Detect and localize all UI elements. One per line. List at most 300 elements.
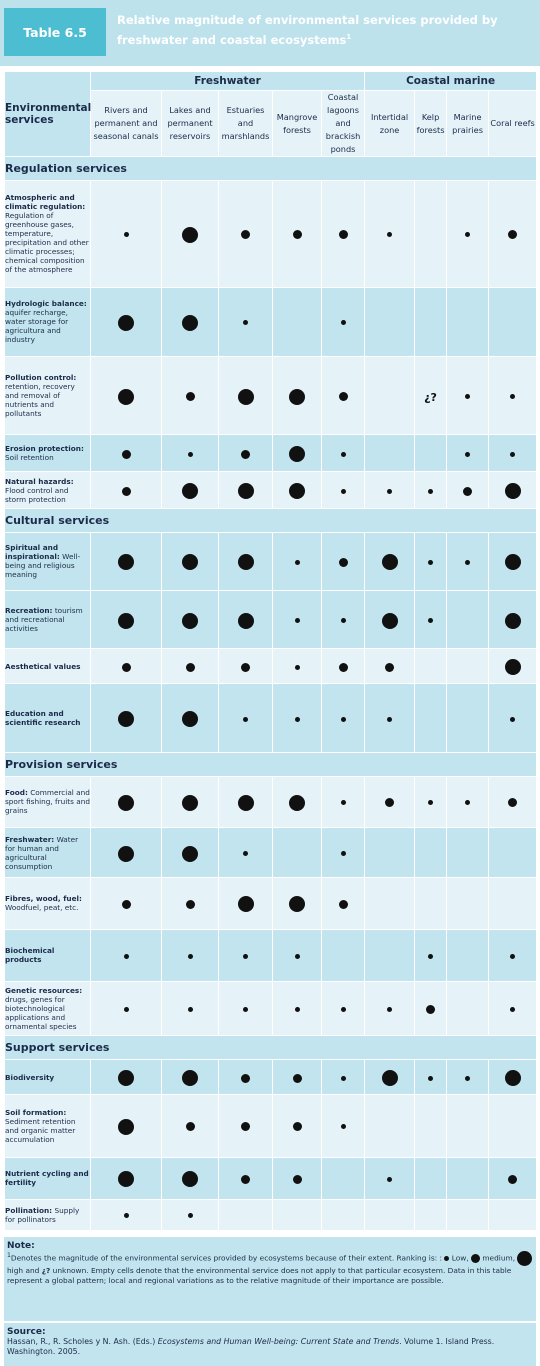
rating-cell: [219, 1199, 273, 1230]
source-book-title: Ecosystems and Human Well-being: Current State and Trends: [157, 1337, 400, 1346]
high-magnitude-dot: [118, 1171, 134, 1187]
low-magnitude-dot: [510, 954, 515, 959]
rating-cell: [415, 929, 447, 981]
low-magnitude-dot: [188, 452, 193, 457]
rating-cell: [447, 287, 489, 356]
rating-cell: [219, 472, 273, 508]
low-magnitude-dot: [428, 560, 433, 565]
row-label-biochemical-products: [5, 929, 91, 981]
rating-cell: [415, 590, 447, 648]
rating-cell: [162, 1157, 219, 1199]
rating-cell: [489, 1157, 537, 1199]
low-magnitude-dot: [341, 320, 346, 325]
row-label-title: Nutrient cycling and fertility: [5, 1169, 89, 1188]
rating-cell: [273, 356, 322, 434]
rating-cell: [415, 287, 447, 356]
row-label-description: Sediment retention and organic matter accumulation: [5, 1116, 76, 1144]
rating-cell: [219, 287, 273, 356]
high-magnitude-dot: [382, 1070, 398, 1086]
rating-cell: [489, 981, 537, 1035]
rating-cell: [219, 981, 273, 1035]
rating-cell: [219, 1060, 273, 1095]
rating-cell: [489, 1199, 537, 1230]
medium-magnitude-dot: [463, 487, 472, 496]
table-row: [5, 472, 537, 508]
rating-cell: [489, 878, 537, 929]
high-magnitude-dot: [182, 1070, 198, 1086]
high-magnitude-dot: [238, 795, 254, 811]
rating-cell: [91, 590, 162, 648]
rating-cell: [273, 472, 322, 508]
column-header-rivers-and-permanent-and-seasonal-canals: Rivers and permanent and seasonal canals: [91, 91, 162, 157]
high-magnitude-dot: [118, 1070, 134, 1086]
medium-magnitude-dot: [241, 663, 250, 672]
title-footnote-mark: 1: [346, 33, 352, 41]
high-magnitude-dot: [289, 896, 305, 912]
high-magnitude-dot: [238, 896, 254, 912]
rating-cell: [162, 684, 219, 752]
high-magnitude-dot: [505, 659, 521, 675]
medium-magnitude-dot: [122, 487, 131, 496]
high-magnitude-dot: [182, 483, 198, 499]
rating-cell: [489, 472, 537, 508]
rating-cell: [162, 1199, 219, 1230]
low-magnitude-dot: [465, 232, 470, 237]
high-magnitude-dot: [505, 1070, 521, 1086]
high-magnitude-dot: [289, 795, 305, 811]
row-label-freshwater: [5, 828, 91, 878]
rating-cell: [91, 684, 162, 752]
medium-magnitude-dot: [293, 230, 302, 239]
low-magnitude-dot: [243, 320, 248, 325]
rating-cell: [273, 1199, 322, 1230]
low-magnitude-dot: [295, 618, 300, 623]
unknown-magnitude-symbol: ¿?: [424, 391, 437, 405]
rating-cell: [447, 356, 489, 434]
rating-cell: [447, 472, 489, 508]
rating-cell: [365, 287, 415, 356]
row-label-title: Pollution control:: [5, 373, 77, 383]
row-label-recreation: [5, 590, 91, 648]
medium-magnitude-dot: [426, 1005, 435, 1014]
low-magnitude-dot: [124, 954, 129, 959]
high-magnitude-dot: [118, 1119, 134, 1135]
row-label-description: Well-being and religious meaning: [5, 552, 81, 580]
table-number-label: Table 6.5: [4, 8, 106, 56]
rating-cell: [322, 435, 365, 472]
rating-cell: [489, 1095, 537, 1157]
rating-cell: [322, 590, 365, 648]
high-magnitude-dot: [182, 227, 198, 243]
rating-cell: [489, 828, 537, 878]
row-label-description: tourism and recreational activities: [5, 606, 83, 634]
section-header-cultural-services: Cultural services: [5, 508, 537, 532]
rating-cell: [91, 776, 162, 827]
rating-cell: [91, 649, 162, 684]
rating-cell: [447, 776, 489, 827]
rating-cell: [162, 649, 219, 684]
high-magnitude-dot: [182, 315, 198, 331]
row-label-natural-hazards: [5, 472, 91, 508]
rating-cell: [365, 472, 415, 508]
rating-cell: [219, 878, 273, 929]
rating-cell: [489, 684, 537, 752]
rating-cell: [322, 1060, 365, 1095]
freshwater-group-header: Freshwater: [91, 72, 365, 91]
row-label-description: drugs, genes for biotechnological applications and ornamental species: [5, 994, 77, 1031]
high-magnitude-dot: [505, 483, 521, 499]
high-magnitude-dot: [505, 613, 521, 629]
coastal-group-header: Coastal marine: [365, 72, 537, 91]
table-row: [5, 590, 537, 648]
note-text-1: Denotes the magnitude of the environmental services provided by ecosystems because of their extent. Ranking is: :: [10, 1253, 442, 1263]
legend-unknown-symbol: ¿?: [41, 1266, 51, 1275]
table-row: [5, 649, 537, 684]
row-label-description: Flood control and storm protection: [5, 485, 69, 504]
low-magnitude-dot: [428, 954, 433, 959]
table-row: [5, 1199, 537, 1230]
table-row: [5, 776, 537, 827]
rating-cell: [219, 684, 273, 752]
rating-cell: [489, 929, 537, 981]
medium-magnitude-dot: [339, 558, 348, 567]
low-magnitude-dot: [465, 560, 470, 565]
rating-cell: [415, 532, 447, 590]
rating-cell: [322, 828, 365, 878]
rating-cell: [365, 981, 415, 1035]
rating-cell: [447, 1095, 489, 1157]
rating-cell: [219, 532, 273, 590]
rating-cell: [322, 1157, 365, 1199]
row-label-title: Hydrologic balance:: [5, 299, 87, 309]
rating-cell: [415, 649, 447, 684]
rating-cell: [489, 287, 537, 356]
medium-magnitude-dot: [508, 230, 517, 239]
low-magnitude-dot: [124, 1007, 129, 1012]
table-row: [5, 684, 537, 752]
medium-magnitude-dot: [385, 798, 394, 807]
column-header-coral-reefs: Coral reefs: [489, 91, 537, 157]
low-magnitude-dot: [341, 1076, 346, 1081]
high-magnitude-dot: [182, 846, 198, 862]
rating-cell: [415, 684, 447, 752]
high-magnitude-dot: [118, 846, 134, 862]
column-header-marine-prairies: Marine prairies: [447, 91, 489, 157]
low-magnitude-dot: [341, 1124, 346, 1129]
medium-magnitude-dot: [339, 663, 348, 672]
note-medium-text: medium,: [482, 1253, 516, 1263]
column-header-mangrove-forests: Mangrove forests: [273, 91, 322, 157]
row-label-pollution-control: [5, 356, 91, 434]
rating-cell: [415, 878, 447, 929]
column-header-kelp-forests: Kelp forests: [415, 91, 447, 157]
rating-cell: [91, 1060, 162, 1095]
rating-cell: [415, 1199, 447, 1230]
rating-cell: [322, 472, 365, 508]
rating-cell: [447, 1199, 489, 1230]
rating-cell: [162, 929, 219, 981]
low-magnitude-dot: [341, 800, 346, 805]
medium-magnitude-dot: [241, 1122, 250, 1131]
rating-cell: [322, 181, 365, 287]
high-magnitude-dot: [118, 795, 134, 811]
table-row: [5, 929, 537, 981]
rating-cell: [273, 878, 322, 929]
medium-magnitude-dot: [339, 230, 348, 239]
row-label-description: Commercial and sport fishing, fruits and grains: [5, 788, 90, 816]
table-row: [5, 532, 537, 590]
low-magnitude-dot: [124, 232, 129, 237]
high-magnitude-dot: [182, 554, 198, 570]
rating-cell: [273, 1157, 322, 1199]
rating-cell: [162, 828, 219, 878]
high-magnitude-dot: [118, 554, 134, 570]
low-magnitude-dot: [124, 1213, 129, 1218]
rating-cell: [447, 435, 489, 472]
rating-cell: [273, 287, 322, 356]
rating-cell: [365, 1157, 415, 1199]
row-label-title: Freshwater:: [5, 834, 55, 844]
rating-cell: [273, 435, 322, 472]
medium-magnitude-dot: [241, 1175, 250, 1184]
high-magnitude-dot: [505, 554, 521, 570]
row-label-title: Food:: [5, 788, 28, 798]
services-table: [4, 71, 537, 1231]
rating-cell: [91, 929, 162, 981]
rating-cell: [489, 1060, 537, 1095]
section-header-regulation-services: Regulation services: [5, 157, 537, 181]
rating-cell: [91, 1095, 162, 1157]
rating-cell: [322, 649, 365, 684]
low-magnitude-dot: [341, 717, 346, 722]
low-magnitude-dot: [188, 1213, 193, 1218]
row-label-description: retention, recovery and removal of nutrients and pollutants: [5, 382, 75, 419]
rating-cell: [219, 590, 273, 648]
low-magnitude-dot: [428, 800, 433, 805]
rating-cell: [415, 435, 447, 472]
rating-cell: [489, 649, 537, 684]
low-magnitude-dot: [341, 452, 346, 457]
rating-cell: [415, 828, 447, 878]
rating-cell: [273, 532, 322, 590]
rating-cell: [219, 776, 273, 827]
high-magnitude-dot: [289, 446, 305, 462]
rating-cell: [273, 1095, 322, 1157]
row-label-title: Fibres, wood, fuel:: [5, 894, 82, 904]
rating-cell: [322, 532, 365, 590]
source-box: [4, 1323, 536, 1366]
medium-magnitude-dot: [339, 900, 348, 909]
table-title-text: Relative magnitude of environmental services provided by freshwater and coastal ecosystems: [117, 13, 498, 47]
rating-cell: [322, 356, 365, 434]
high-magnitude-dot: [182, 795, 198, 811]
row-label-nutrient-cycling-and-fertility: [5, 1157, 91, 1199]
low-magnitude-dot: [510, 452, 515, 457]
low-magnitude-dot: [428, 1076, 433, 1081]
high-magnitude-dot: [289, 483, 305, 499]
low-magnitude-dot: [387, 717, 392, 722]
rating-cell: [91, 435, 162, 472]
row-label-title: Soil formation:: [5, 1107, 67, 1117]
rating-cell: [273, 1060, 322, 1095]
section-header-provision-services: Provision services: [5, 752, 537, 776]
low-magnitude-dot: [295, 717, 300, 722]
low-magnitude-dot: [387, 1007, 392, 1012]
rating-cell: [322, 1199, 365, 1230]
high-magnitude-dot: [118, 389, 134, 405]
rating-cell: [91, 828, 162, 878]
row-label-soil-formation: [5, 1095, 91, 1157]
column-header-coastal-lagoons-and-brackish-ponds: Coastal lagoons and brackish ponds: [322, 91, 365, 157]
rating-cell: [365, 532, 415, 590]
source-publisher: . Volume 1. Island Press. Washington. 2005.: [7, 1337, 495, 1356]
rating-cell: [273, 776, 322, 827]
low-magnitude-dot: [510, 1007, 515, 1012]
row-label-description: Water for human and agricultural consumption: [5, 834, 79, 871]
rating-cell: [365, 1199, 415, 1230]
rating-cell: [365, 828, 415, 878]
medium-magnitude-dot: [186, 1122, 195, 1131]
rating-cell: [489, 590, 537, 648]
rating-cell: [447, 1157, 489, 1199]
legend-high-dot: [517, 1251, 532, 1266]
low-magnitude-dot: [243, 717, 248, 722]
rating-cell: [447, 878, 489, 929]
medium-magnitude-dot: [508, 1175, 517, 1184]
row-label-genetic-resources: [5, 981, 91, 1035]
high-magnitude-dot: [118, 315, 134, 331]
row-label-title: Pollination:: [5, 1205, 53, 1215]
low-magnitude-dot: [243, 1007, 248, 1012]
table-row: [5, 356, 537, 434]
column-header-estuaries-and-marshlands: Estuaries and marshlands: [219, 91, 273, 157]
row-label-fibres-wood-fuel: [5, 878, 91, 929]
table-row: [5, 435, 537, 472]
table-title: [117, 12, 517, 49]
rating-cell: [322, 684, 365, 752]
rating-cell: [489, 776, 537, 827]
rating-cell: [415, 356, 447, 434]
low-magnitude-dot: [188, 954, 193, 959]
rating-cell: [489, 532, 537, 590]
rating-cell: [447, 981, 489, 1035]
rating-cell: [447, 929, 489, 981]
rating-cell: [365, 1060, 415, 1095]
table-row: [5, 1060, 537, 1095]
table-row: [5, 287, 537, 356]
rating-cell: [219, 649, 273, 684]
rating-cell: [273, 981, 322, 1035]
rating-cell: [447, 1060, 489, 1095]
section-header-support-services: Support services: [5, 1035, 537, 1059]
note-low-text: Low,: [451, 1253, 469, 1263]
row-label-title: Recreation:: [5, 606, 53, 616]
rating-cell: [219, 1095, 273, 1157]
source-title: Source:: [7, 1327, 46, 1337]
rating-cell: [447, 684, 489, 752]
row-label-erosion-protection: [5, 435, 91, 472]
rating-cell: [91, 981, 162, 1035]
rating-cell: [219, 356, 273, 434]
rating-cell: [365, 929, 415, 981]
column-header-lakes-and-permanent-reservoirs: Lakes and permanent reservoirs: [162, 91, 219, 157]
rating-cell: [415, 1060, 447, 1095]
rating-cell: [415, 776, 447, 827]
environmental-services-header: Environmental services: [5, 72, 91, 157]
high-magnitude-dot: [238, 389, 254, 405]
row-label-biodiversity: [5, 1060, 91, 1095]
rating-cell: [447, 649, 489, 684]
low-magnitude-dot: [295, 560, 300, 565]
note-high-text: high and: [7, 1266, 40, 1275]
row-label-description: Woodfuel, peat, etc.: [5, 903, 79, 913]
rating-cell: [219, 435, 273, 472]
note-footnote-mark: 1: [7, 1252, 11, 1260]
medium-magnitude-dot: [241, 1074, 250, 1083]
row-label-title: Biochemical products: [5, 946, 55, 965]
high-magnitude-dot: [182, 613, 198, 629]
medium-magnitude-dot: [241, 230, 250, 239]
rating-cell: [91, 1157, 162, 1199]
row-label-title: Aesthetical values: [5, 661, 81, 671]
rating-cell: [219, 181, 273, 287]
rating-cell: [489, 356, 537, 434]
rating-cell: [365, 1095, 415, 1157]
rating-cell: [273, 181, 322, 287]
row-label-pollination: [5, 1199, 91, 1230]
rating-cell: [415, 1157, 447, 1199]
rating-cell: [162, 590, 219, 648]
rating-cell: [273, 828, 322, 878]
rating-cell: [365, 649, 415, 684]
low-magnitude-dot: [428, 618, 433, 623]
low-magnitude-dot: [341, 851, 346, 856]
high-magnitude-dot: [382, 554, 398, 570]
row-label-atmospheric-and-climatic-regulation: [5, 181, 91, 287]
medium-magnitude-dot: [293, 1175, 302, 1184]
low-magnitude-dot: [510, 394, 515, 399]
row-label-aesthetical-values: [5, 649, 91, 684]
rating-cell: [365, 776, 415, 827]
row-label-description: aquifer recharge, water storage for agricultura and industry: [5, 308, 69, 345]
high-magnitude-dot: [182, 1171, 198, 1187]
rating-cell: [365, 684, 415, 752]
rating-cell: [91, 878, 162, 929]
low-magnitude-dot: [295, 954, 300, 959]
low-magnitude-dot: [341, 618, 346, 623]
rating-cell: [273, 649, 322, 684]
high-magnitude-dot: [289, 389, 305, 405]
low-magnitude-dot: [428, 489, 433, 494]
source-authors: Hassan, R., R. Scholes y N. Ash. (Eds.): [7, 1337, 156, 1346]
rating-cell: [162, 472, 219, 508]
low-magnitude-dot: [295, 665, 300, 670]
rating-cell: [162, 776, 219, 827]
rating-cell: [322, 929, 365, 981]
rating-cell: [365, 590, 415, 648]
low-magnitude-dot: [387, 232, 392, 237]
row-label-title: Genetic resources:: [5, 985, 83, 995]
rating-cell: [91, 532, 162, 590]
rating-cell: [219, 1157, 273, 1199]
medium-magnitude-dot: [122, 450, 131, 459]
rating-cell: [447, 828, 489, 878]
low-magnitude-dot: [295, 1007, 300, 1012]
rating-cell: [162, 435, 219, 472]
rating-cell: [322, 1095, 365, 1157]
rating-cell: [91, 181, 162, 287]
row-label-description: Regulation of greenhouse gases, temperature, precipitation and other climatic processes; chemical composition of the atmosphere: [5, 211, 89, 275]
